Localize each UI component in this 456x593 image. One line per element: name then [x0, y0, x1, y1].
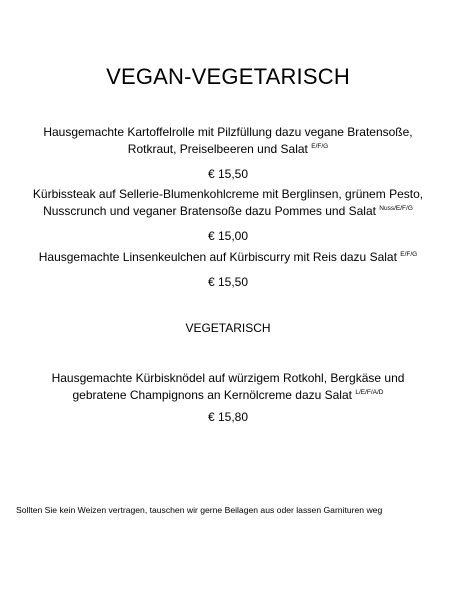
allergen-codes: E/F/G [400, 251, 418, 258]
menu-item-description-line: gebratene Champignons an Kernölcreme dazu Salat $^{L/E/F/A/D}$ [72, 388, 384, 402]
menu-item-kartoffelrolle [10, 124, 446, 158]
menu-item-description-line: Rotkraut, Preiselbeeren und Salat $^{E/F/G}$ [127, 142, 329, 156]
menu-item-price: € 15,80 [207, 410, 249, 424]
menu-item-kuerbissteak [10, 186, 446, 220]
menu-item-linsenkeulchen [10, 249, 446, 266]
menu-item-description-line: Nusscrunch und veganer Bratensoße dazu Pommes und Salat $^{Nuss/E/F/G}$ [43, 204, 413, 218]
menu-item-price: € 15,50 [207, 275, 249, 289]
menu-title: VEGAN-VEGETARISCH [106, 64, 350, 89]
section-title-vegetarisch: VEGETARISCH [185, 321, 271, 335]
footnote: Sollten Sie kein Weizen vertragen, tauschen wir gerne Beilagen aus oder lassen Garnituren weg [16, 505, 383, 515]
allergen-codes: Nuss/E/F/G [379, 205, 413, 212]
menu-item-description-line: Kürbissteak auf Sellerie-Blumenkohlcreme mit Berglinsen, grünem Pesto, [32, 187, 424, 201]
allergen-codes: E/F/G [311, 143, 329, 150]
menu-item-kuerbisknoedel [10, 370, 446, 404]
menu-item-description-line: Hausgemachte Kartoffelrolle mit Pilzfüllung dazu vegane Bratensoße, [43, 125, 413, 139]
allergen-codes: L/E/F/A/D [355, 389, 384, 396]
menu-item-price: € 15,50 [207, 167, 249, 181]
menu-item-price: € 15,00 [207, 229, 249, 243]
menu-item-description-line: Hausgemachte Kürbisknödel auf würzigem Rotkohl, Bergkäse und [51, 371, 405, 385]
menu-item-description-line: Hausgemachte Linsenkeulchen auf Kürbiscurry mit Reis dazu Salat $^{E/F/G}$ [38, 250, 418, 264]
